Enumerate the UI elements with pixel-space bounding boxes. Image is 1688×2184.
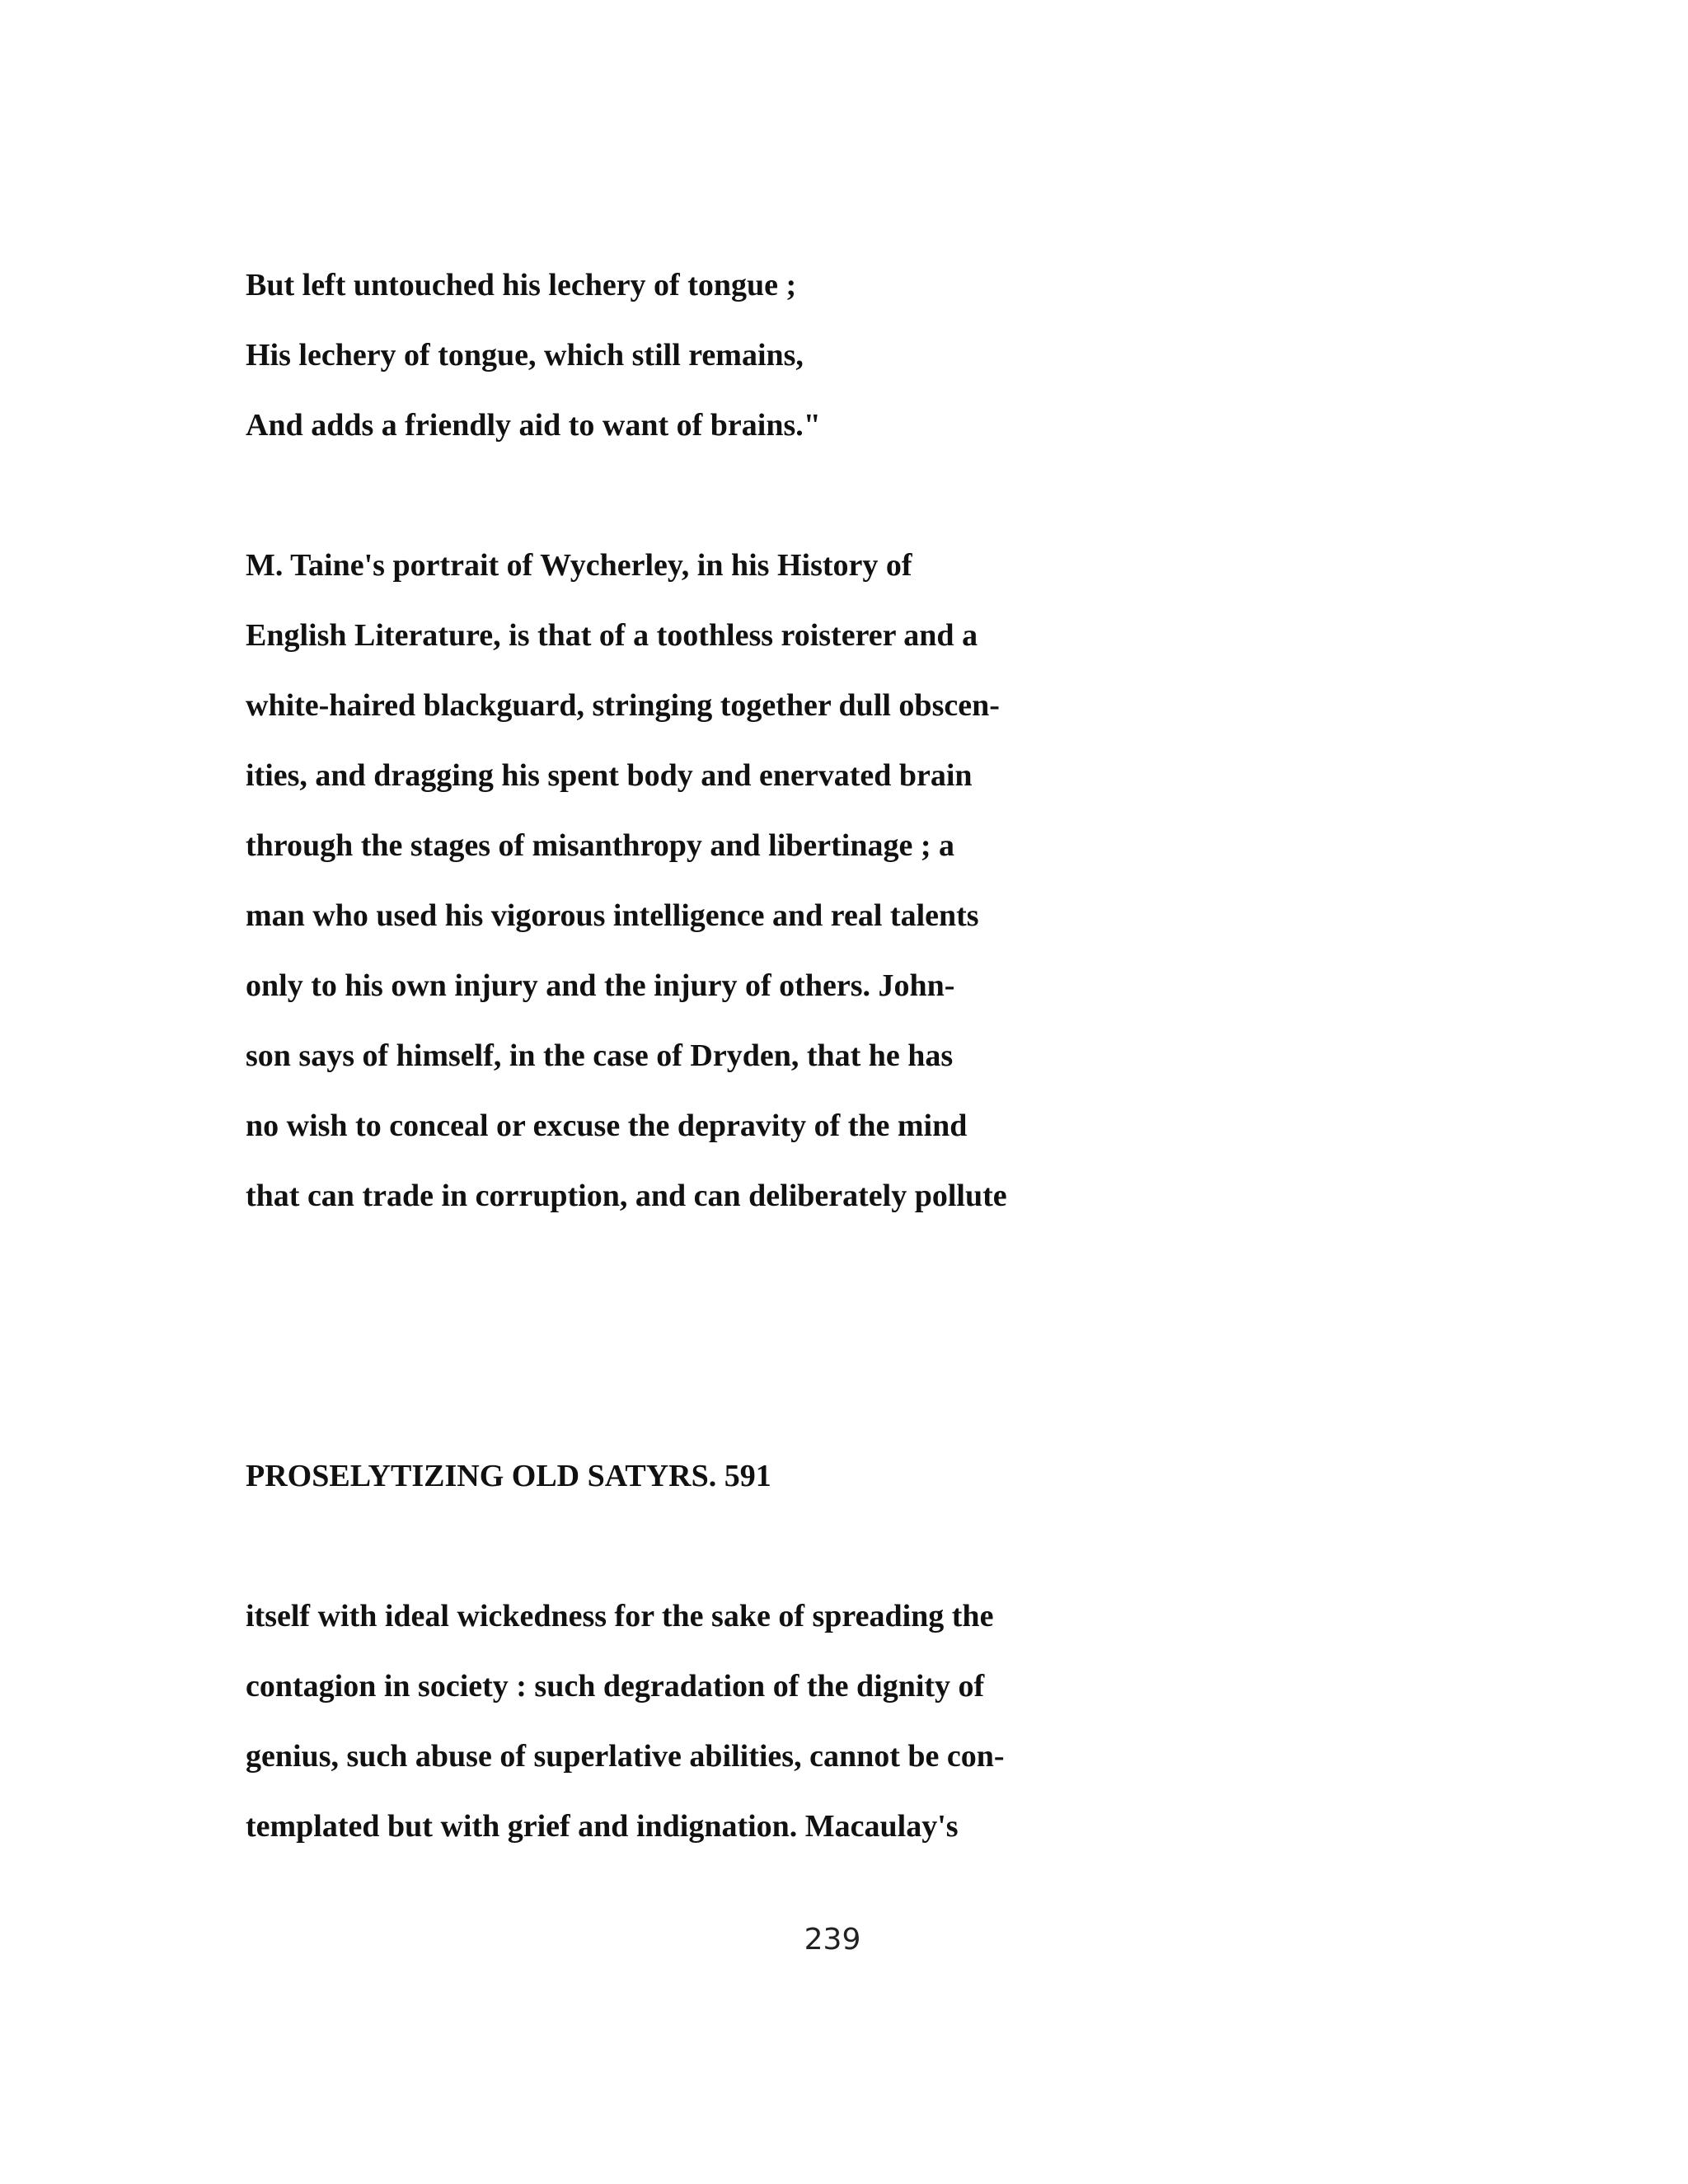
paragraph-line: English Literature, is that of a toothless roisterer and a bbox=[246, 618, 978, 653]
running-head: PROSELYTIZING OLD SATYRS. 591 bbox=[246, 1459, 771, 1493]
paragraph-line: genius, such abuse of superlative abilities, cannot be con- bbox=[246, 1739, 1005, 1774]
paragraph-line: son says of himself, in the case of Dryden, that he has bbox=[246, 1038, 954, 1073]
paragraph-line: through the stages of misanthropy and libertinage ; a bbox=[246, 828, 954, 863]
paragraph-line: that can trade in corruption, and can deliberately pollute bbox=[246, 1179, 1007, 1213]
verse-line-2: His lechery of tongue, which still remains, bbox=[246, 338, 804, 373]
paragraph-line: man who used his vigorous intelligence and real talents bbox=[246, 898, 979, 933]
paragraph-line: only to his own injury and the injury of others. John- bbox=[246, 968, 955, 1003]
paragraph-line: templated but with grief and indignation. Macaulay's bbox=[246, 1809, 959, 1844]
paragraph-line: no wish to conceal or excuse the depravity of the mind bbox=[246, 1108, 968, 1143]
paragraph-line: M. Taine's portrait of Wycherley, in his History of bbox=[246, 548, 912, 583]
paragraph-line: contagion in society : such degradation of the dignity of bbox=[246, 1669, 985, 1704]
verse-line-1: But left untouched his lechery of tongue ; bbox=[246, 268, 797, 302]
paragraph-line: ities, and dragging his spent body and enervated brain bbox=[246, 758, 973, 793]
paragraph-line: itself with ideal wickedness for the sake of spreading the bbox=[246, 1599, 994, 1633]
verse-line-3: And adds a friendly aid to want of brains." bbox=[246, 408, 821, 443]
paragraph-line: white-haired blackguard, stringing together dull obscen- bbox=[246, 688, 1000, 723]
page-number: 239 bbox=[804, 1923, 861, 1957]
